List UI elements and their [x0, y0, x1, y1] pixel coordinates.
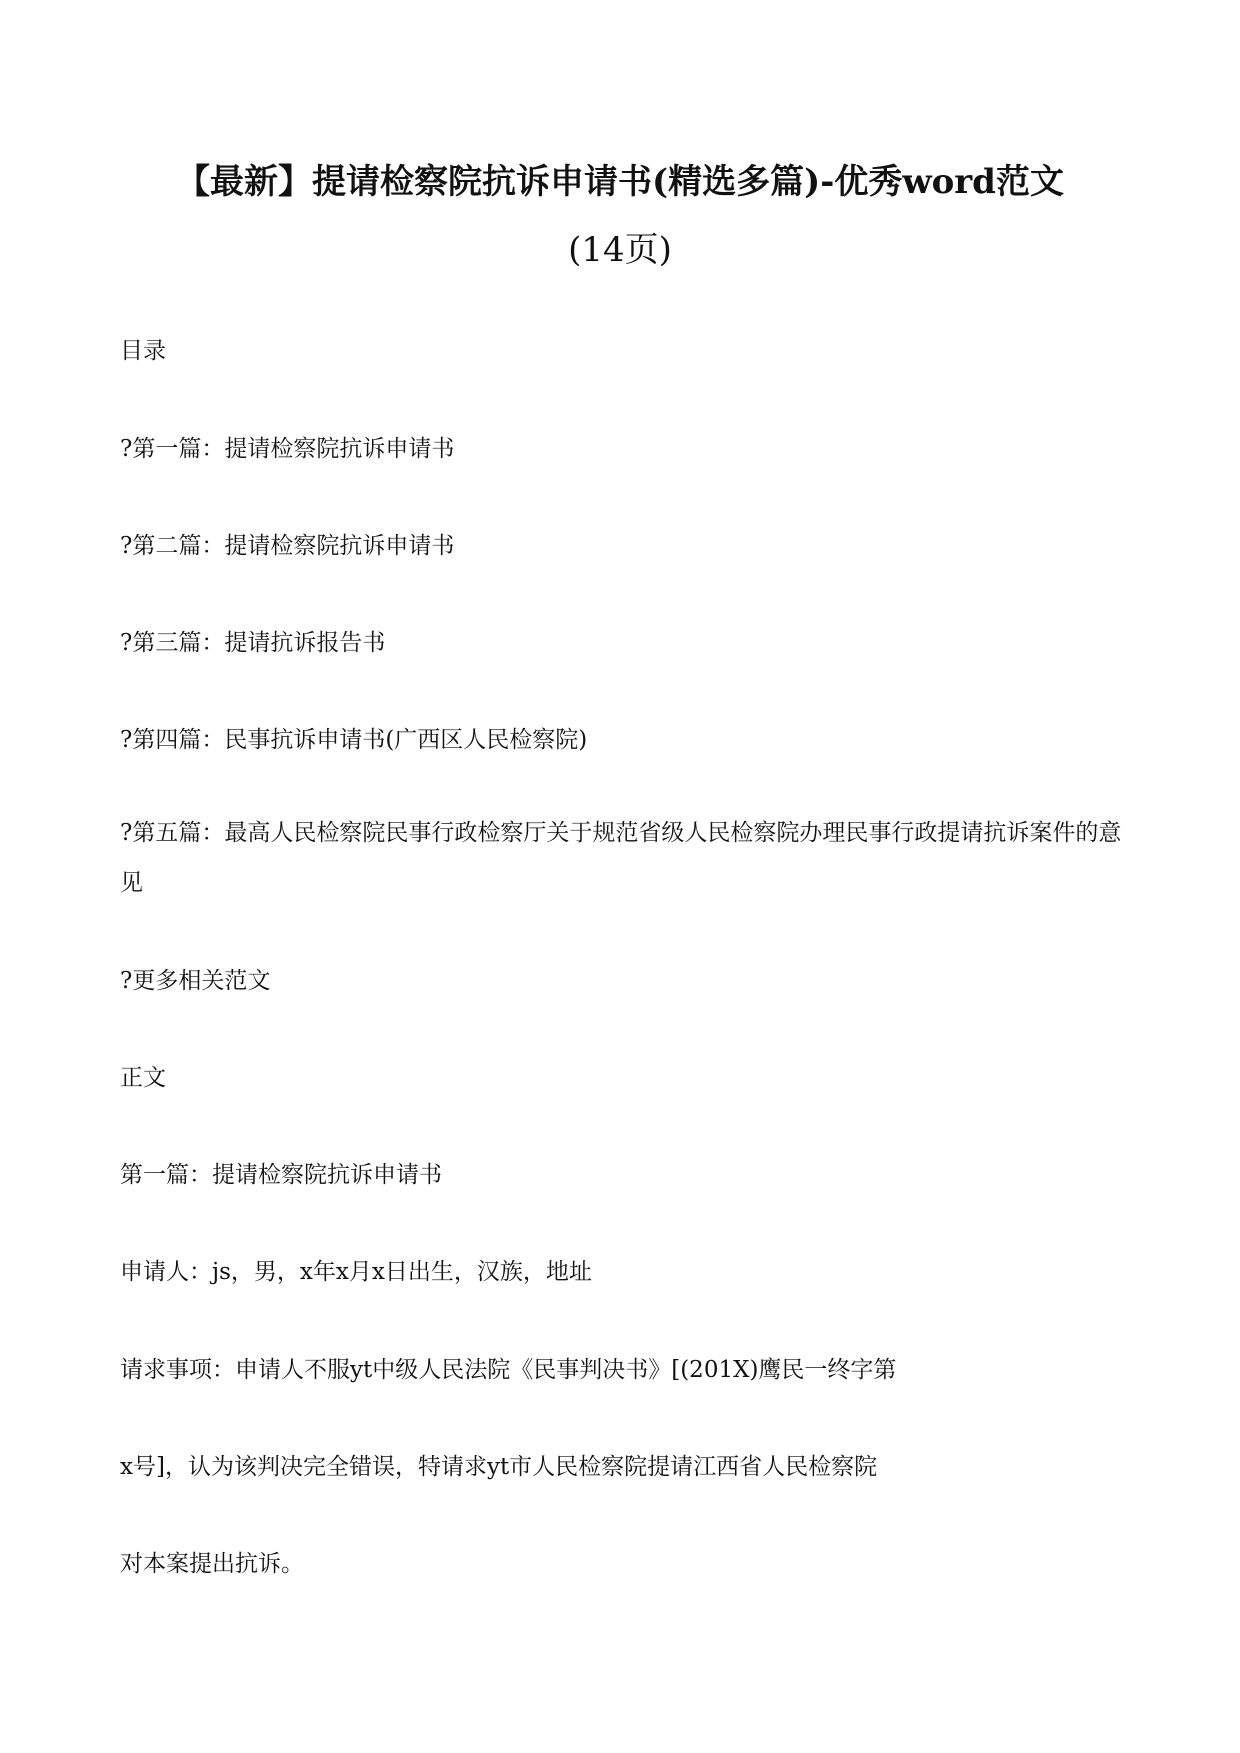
toc-item-4[interactable]: ?第四篇：民事抗诉申请书(广西区人民检察院): [120, 727, 588, 753]
toc-item-3[interactable]: ?第三篇：提请抗诉报告书: [120, 630, 386, 656]
toc-item-more[interactable]: ?更多相关范文: [120, 968, 271, 994]
body-heading: 正文: [120, 1065, 166, 1091]
toc-item-1[interactable]: ?第一篇：提请检察院抗诉申请书: [120, 436, 455, 462]
toc-heading: 目录: [120, 338, 166, 364]
toc-item-2[interactable]: ?第二篇：提请检察院抗诉申请书: [120, 533, 455, 559]
applicant-line: 申请人：js，男，x年x月x日出生，汉族，地址: [120, 1259, 592, 1285]
request-line-1: 请求事项：申请人不服yt中级人民法院《民事判决书》[(201X)鹰民一终字第: [120, 1357, 897, 1383]
document-title: 【最新】提请检察院抗诉申请书(精选多篇)-优秀word范文: [176, 162, 1064, 202]
document-title-pages: (14页): [568, 230, 672, 270]
request-line-3: 对本案提出抗诉。: [120, 1551, 304, 1577]
toc-item-5[interactable]: ?第五篇：最高人民检察院民事行政检察厅关于规范省级人民检察院办理民事行政提请抗诉案件的意见: [120, 820, 1122, 896]
request-line-2: x号]，认为该判决完全错误，特请求yt市人民检察院提请江西省人民检察院: [120, 1454, 878, 1480]
section-title: 第一篇：提请检察院抗诉申请书: [120, 1162, 442, 1188]
